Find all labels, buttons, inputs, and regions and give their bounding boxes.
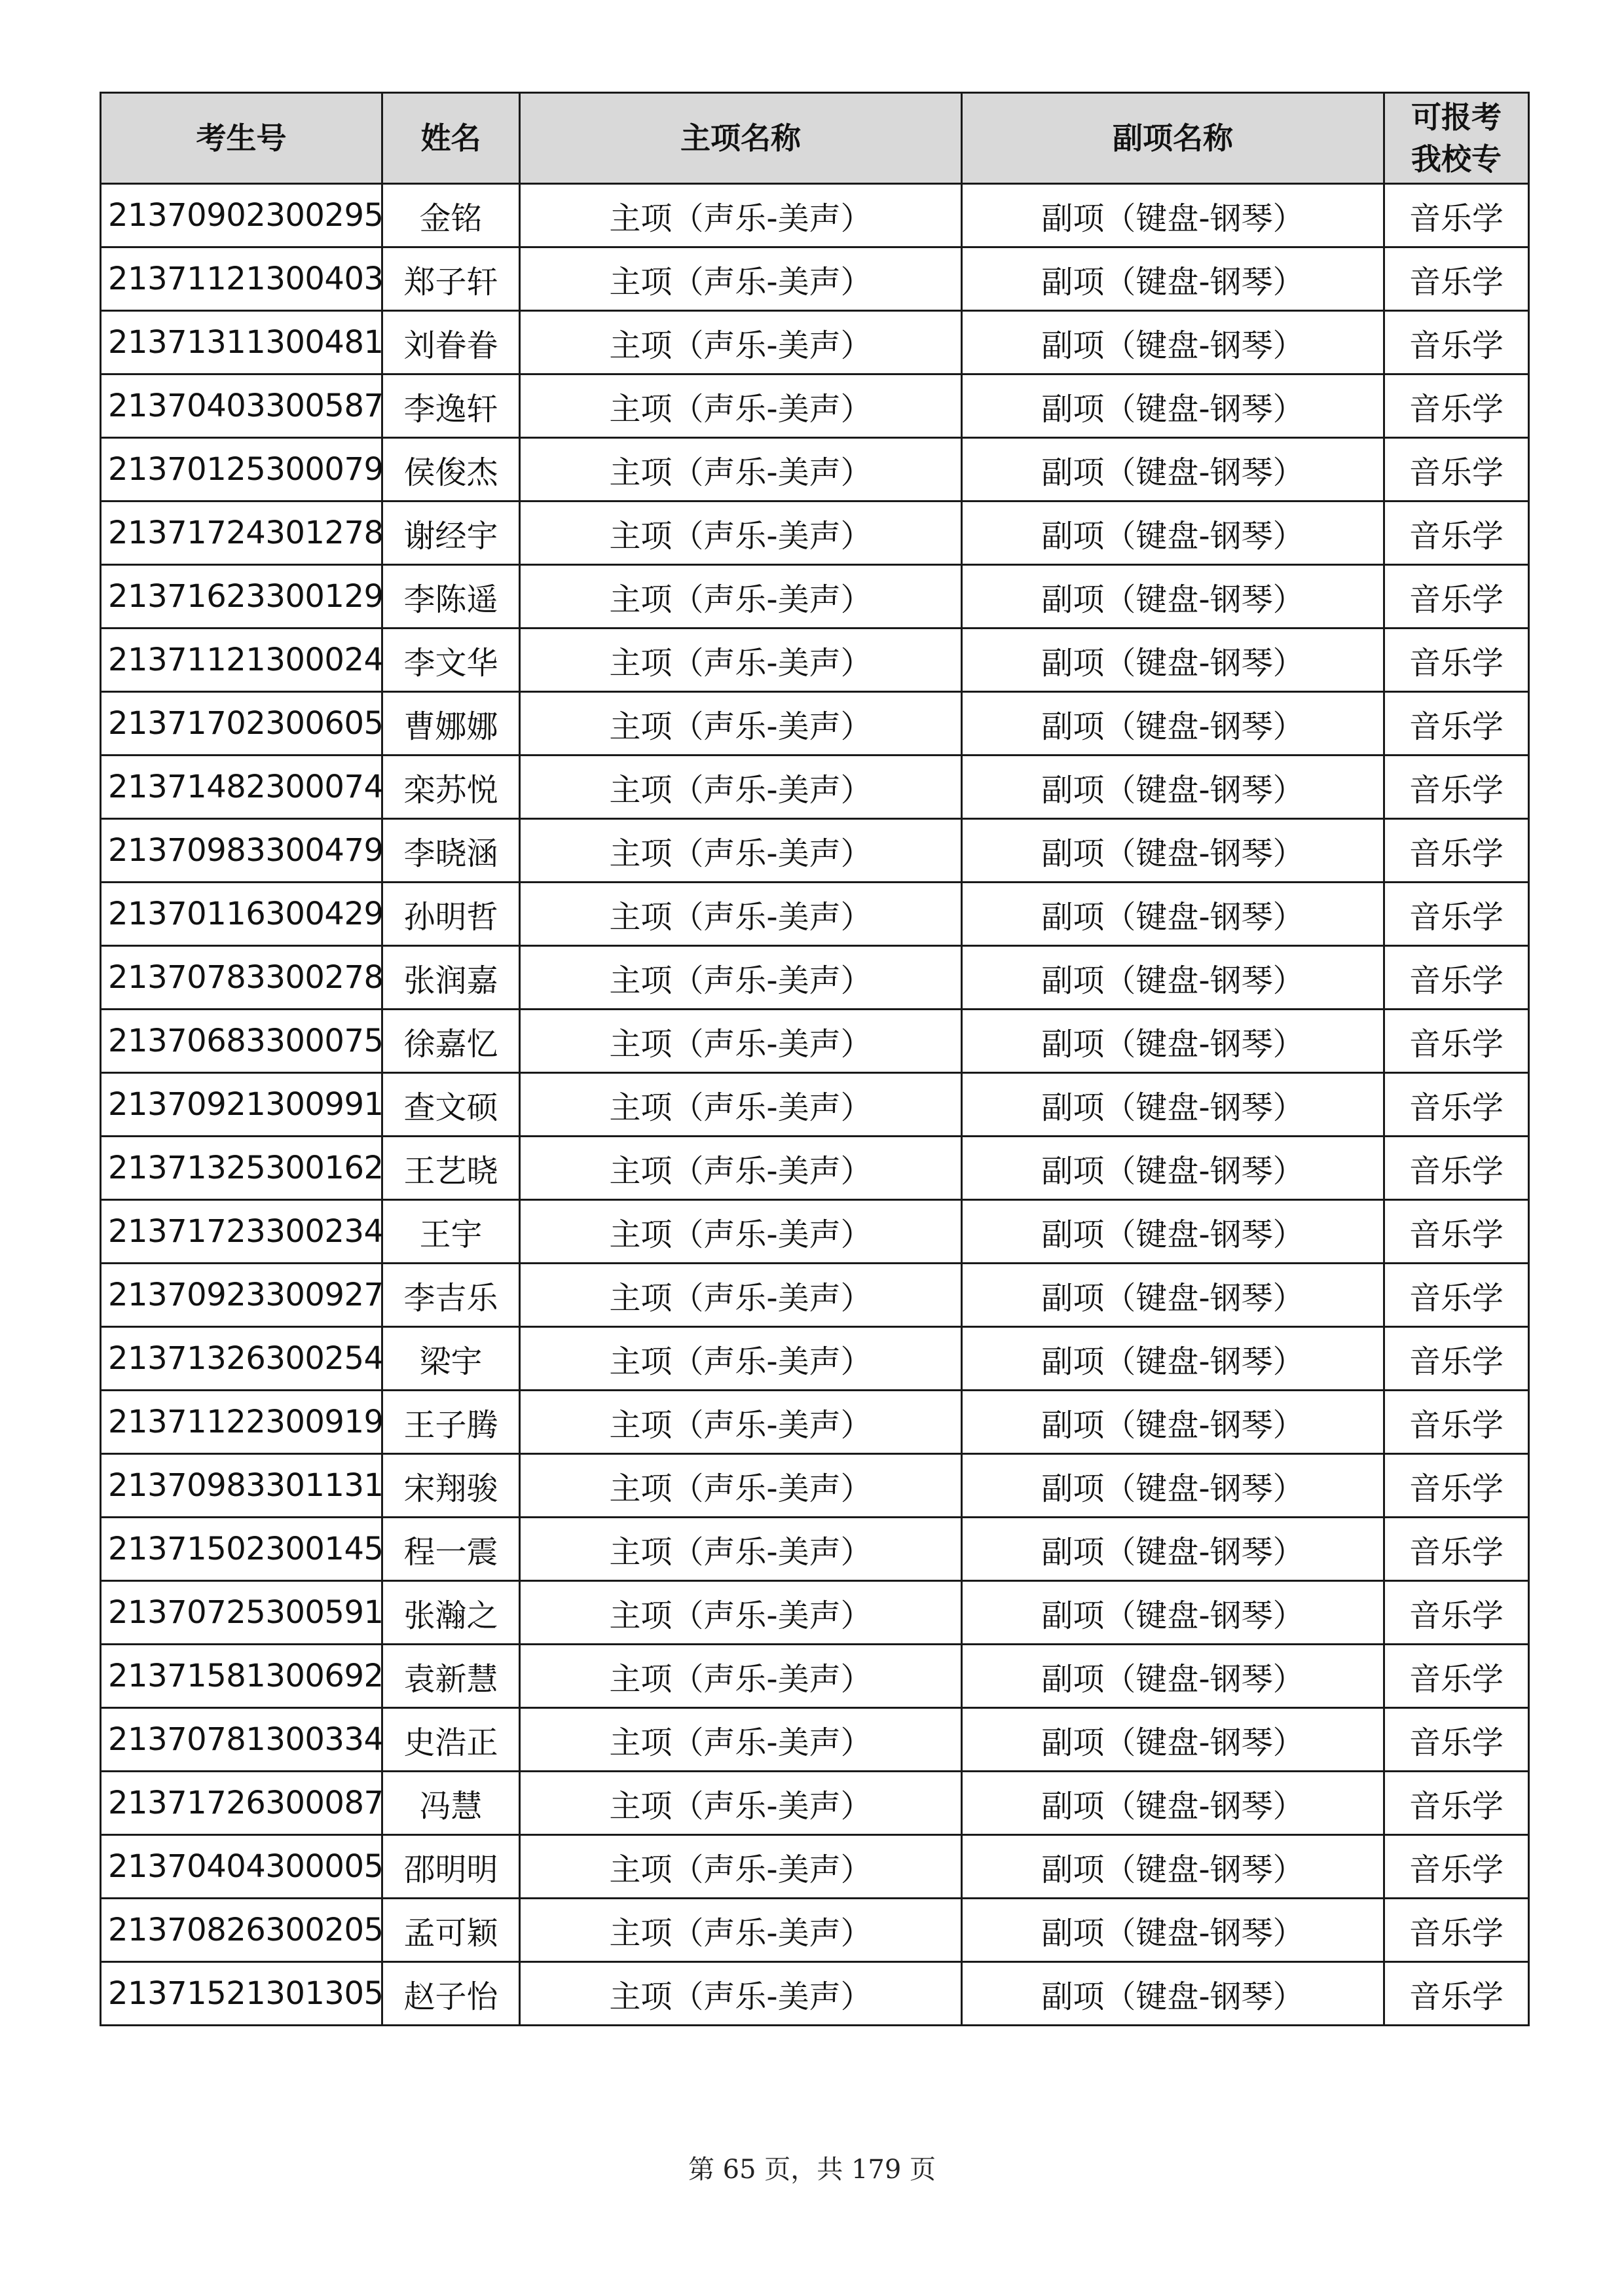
table-row bbox=[101, 1899, 1529, 1962]
exam-number-cell: 21371726300087 bbox=[101, 1772, 382, 1835]
name-cell: 赵子怡 bbox=[382, 1962, 520, 2026]
name-cell: 李逸轩 bbox=[382, 374, 520, 438]
eligible-major-cell: 音乐学 bbox=[1384, 629, 1529, 692]
exam-number-cell: 21370125300079 bbox=[101, 438, 382, 501]
name-cell: 程一震 bbox=[382, 1518, 520, 1581]
name-cell: 谢经宇 bbox=[382, 501, 520, 565]
table-row bbox=[101, 819, 1529, 883]
minor-item-cell: 副项（键盘-钢琴） bbox=[962, 1137, 1384, 1200]
major-item-cell: 主项（声乐-美声） bbox=[520, 946, 962, 1010]
table-row bbox=[101, 1835, 1529, 1899]
minor-item-cell: 副项（键盘-钢琴） bbox=[962, 692, 1384, 756]
table-row bbox=[101, 946, 1529, 1010]
name-cell: 史浩正 bbox=[382, 1708, 520, 1772]
table-row bbox=[101, 692, 1529, 756]
minor-item-cell: 副项（键盘-钢琴） bbox=[962, 1010, 1384, 1073]
minor-item-cell: 副项（键盘-钢琴） bbox=[962, 1391, 1384, 1454]
minor-item-cell: 副项（键盘-钢琴） bbox=[962, 1962, 1384, 2026]
minor-item-cell: 副项（键盘-钢琴） bbox=[962, 819, 1384, 883]
major-item-cell: 主项（声乐-美声） bbox=[520, 1200, 962, 1264]
eligible-major-cell: 音乐学 bbox=[1384, 438, 1529, 501]
major-item-cell: 主项（声乐-美声） bbox=[520, 819, 962, 883]
minor-item-cell: 副项（键盘-钢琴） bbox=[962, 1772, 1384, 1835]
major-item-cell: 主项（声乐-美声） bbox=[520, 1327, 962, 1391]
name-cell: 李文华 bbox=[382, 629, 520, 692]
exam-number-cell: 21370725300591 bbox=[101, 1581, 382, 1645]
table-row bbox=[101, 501, 1529, 565]
table-row bbox=[101, 1137, 1529, 1200]
name-cell: 袁新慧 bbox=[382, 1645, 520, 1708]
name-cell: 张润嘉 bbox=[382, 946, 520, 1010]
major-item-cell: 主项（声乐-美声） bbox=[520, 565, 962, 629]
major-item-cell: 主项（声乐-美声） bbox=[520, 1962, 962, 2026]
eligible-major-cell: 音乐学 bbox=[1384, 883, 1529, 946]
major-item-cell: 主项（声乐-美声） bbox=[520, 1518, 962, 1581]
table-row bbox=[101, 565, 1529, 629]
eligible-major-cell: 音乐学 bbox=[1384, 1518, 1529, 1581]
exam-number-cell: 21371311300481 bbox=[101, 311, 382, 374]
eligible-major-cell: 音乐学 bbox=[1384, 1391, 1529, 1454]
name-cell: 孙明哲 bbox=[382, 883, 520, 946]
table-body bbox=[101, 184, 1529, 2026]
minor-item-cell: 副项（键盘-钢琴） bbox=[962, 1899, 1384, 1962]
name-cell: 金铭 bbox=[382, 184, 520, 247]
name-cell: 侯俊杰 bbox=[382, 438, 520, 501]
minor-item-cell: 副项（键盘-钢琴） bbox=[962, 501, 1384, 565]
table-row bbox=[101, 756, 1529, 819]
exam-number-cell: 21370983301131 bbox=[101, 1454, 382, 1518]
eligible-major-cell: 音乐学 bbox=[1384, 1264, 1529, 1327]
major-item-cell: 主项（声乐-美声） bbox=[520, 1899, 962, 1962]
page-footer: 第 65 页，共 179 页 bbox=[688, 2155, 936, 2185]
header-major-item: 主项名称 bbox=[520, 93, 962, 184]
eligible-major-cell: 音乐学 bbox=[1384, 247, 1529, 311]
eligible-major-cell: 音乐学 bbox=[1384, 311, 1529, 374]
major-item-cell: 主项（声乐-美声） bbox=[520, 247, 962, 311]
exam-number-cell: 21370983300479 bbox=[101, 819, 382, 883]
major-item-cell: 主项（声乐-美声） bbox=[520, 1010, 962, 1073]
table-row bbox=[101, 1962, 1529, 2026]
minor-item-cell: 副项（键盘-钢琴） bbox=[962, 756, 1384, 819]
minor-item-cell: 副项（键盘-钢琴） bbox=[962, 438, 1384, 501]
eligible-major-cell: 音乐学 bbox=[1384, 1899, 1529, 1962]
table-row bbox=[101, 374, 1529, 438]
table-row bbox=[101, 247, 1529, 311]
major-item-cell: 主项（声乐-美声） bbox=[520, 1391, 962, 1454]
name-cell: 郑子轩 bbox=[382, 247, 520, 311]
major-item-cell: 主项（声乐-美声） bbox=[520, 1835, 962, 1899]
table-row bbox=[101, 311, 1529, 374]
minor-item-cell: 副项（键盘-钢琴） bbox=[962, 883, 1384, 946]
eligible-major-cell: 音乐学 bbox=[1384, 1200, 1529, 1264]
major-item-cell: 主项（声乐-美声） bbox=[520, 883, 962, 946]
exam-number-cell: 21371702300605 bbox=[101, 692, 382, 756]
header-eligible-major: 可报考我校专 bbox=[1384, 93, 1529, 184]
name-cell: 孟可颖 bbox=[382, 1899, 520, 1962]
eligible-major-cell: 音乐学 bbox=[1384, 501, 1529, 565]
eligible-major-cell: 音乐学 bbox=[1384, 1073, 1529, 1137]
exam-number-cell: 21371326300254 bbox=[101, 1327, 382, 1391]
minor-item-cell: 副项（键盘-钢琴） bbox=[962, 1454, 1384, 1518]
table-row bbox=[101, 1772, 1529, 1835]
table-row bbox=[101, 1581, 1529, 1645]
eligible-major-cell: 音乐学 bbox=[1384, 1772, 1529, 1835]
table-row bbox=[101, 1454, 1529, 1518]
major-item-cell: 主项（声乐-美声） bbox=[520, 438, 962, 501]
table-row bbox=[101, 1518, 1529, 1581]
table-row bbox=[101, 1264, 1529, 1327]
name-cell: 李晓涵 bbox=[382, 819, 520, 883]
exam-number-cell: 21370404300005 bbox=[101, 1835, 382, 1899]
minor-item-cell: 副项（键盘-钢琴） bbox=[962, 565, 1384, 629]
table-row bbox=[101, 1073, 1529, 1137]
minor-item-cell: 副项（键盘-钢琴） bbox=[962, 311, 1384, 374]
eligible-major-cell: 音乐学 bbox=[1384, 184, 1529, 247]
minor-item-cell: 副项（键盘-钢琴） bbox=[962, 1645, 1384, 1708]
major-item-cell: 主项（声乐-美声） bbox=[520, 374, 962, 438]
table-row bbox=[101, 1708, 1529, 1772]
major-item-cell: 主项（声乐-美声） bbox=[520, 501, 962, 565]
minor-item-cell: 副项（键盘-钢琴） bbox=[962, 1581, 1384, 1645]
name-cell: 邵明明 bbox=[382, 1835, 520, 1899]
minor-item-cell: 副项（键盘-钢琴） bbox=[962, 1200, 1384, 1264]
name-cell: 王子腾 bbox=[382, 1391, 520, 1454]
exam-number-cell: 21370403300587 bbox=[101, 374, 382, 438]
exam-number-cell: 21370902300295 bbox=[101, 184, 382, 247]
name-cell: 李吉乐 bbox=[382, 1264, 520, 1327]
minor-item-cell: 副项（键盘-钢琴） bbox=[962, 184, 1384, 247]
major-item-cell: 主项（声乐-美声） bbox=[520, 311, 962, 374]
eligible-major-cell: 音乐学 bbox=[1384, 565, 1529, 629]
minor-item-cell: 副项（键盘-钢琴） bbox=[962, 629, 1384, 692]
exam-number-cell: 21371502300145 bbox=[101, 1518, 382, 1581]
exam-number-cell: 21370783300278 bbox=[101, 946, 382, 1010]
header-minor-item: 副项名称 bbox=[962, 93, 1384, 184]
table-row bbox=[101, 1200, 1529, 1264]
exam-number-cell: 21371121300403 bbox=[101, 247, 382, 311]
minor-item-cell: 副项（键盘-钢琴） bbox=[962, 247, 1384, 311]
name-cell: 王艺晓 bbox=[382, 1137, 520, 1200]
exam-number-cell: 21370781300334 bbox=[101, 1708, 382, 1772]
exam-number-cell: 21371723300234 bbox=[101, 1200, 382, 1264]
minor-item-cell: 副项（键盘-钢琴） bbox=[962, 946, 1384, 1010]
admission-table bbox=[100, 92, 1530, 2026]
eligible-major-cell: 音乐学 bbox=[1384, 1708, 1529, 1772]
exam-number-cell: 21371521301305 bbox=[101, 1962, 382, 2026]
eligible-major-cell: 音乐学 bbox=[1384, 1137, 1529, 1200]
exam-number-cell: 21370921300991 bbox=[101, 1073, 382, 1137]
major-item-cell: 主项（声乐-美声） bbox=[520, 1708, 962, 1772]
eligible-major-cell: 音乐学 bbox=[1384, 756, 1529, 819]
minor-item-cell: 副项（键盘-钢琴） bbox=[962, 1518, 1384, 1581]
name-cell: 王宇 bbox=[382, 1200, 520, 1264]
name-cell: 李陈遥 bbox=[382, 565, 520, 629]
table-row bbox=[101, 1391, 1529, 1454]
major-item-cell: 主项（声乐-美声） bbox=[520, 756, 962, 819]
major-item-cell: 主项（声乐-美声） bbox=[520, 184, 962, 247]
name-cell: 栾苏悦 bbox=[382, 756, 520, 819]
exam-number-cell: 21370116300429 bbox=[101, 883, 382, 946]
eligible-major-cell: 音乐学 bbox=[1384, 1010, 1529, 1073]
table-row bbox=[101, 1327, 1529, 1391]
exam-number-cell: 21370826300205 bbox=[101, 1899, 382, 1962]
name-cell: 刘眷眷 bbox=[382, 311, 520, 374]
name-cell: 张瀚之 bbox=[382, 1581, 520, 1645]
eligible-major-cell: 音乐学 bbox=[1384, 1645, 1529, 1708]
header-name: 姓名 bbox=[382, 93, 520, 184]
minor-item-cell: 副项（键盘-钢琴） bbox=[962, 1835, 1384, 1899]
major-item-cell: 主项（声乐-美声） bbox=[520, 1645, 962, 1708]
minor-item-cell: 副项（键盘-钢琴） bbox=[962, 374, 1384, 438]
exam-number-cell: 21371581300692 bbox=[101, 1645, 382, 1708]
eligible-major-cell: 音乐学 bbox=[1384, 1454, 1529, 1518]
exam-number-cell: 21371724301278 bbox=[101, 501, 382, 565]
name-cell: 冯慧 bbox=[382, 1772, 520, 1835]
eligible-major-cell: 音乐学 bbox=[1384, 1962, 1529, 2026]
major-item-cell: 主项（声乐-美声） bbox=[520, 1264, 962, 1327]
eligible-major-cell: 音乐学 bbox=[1384, 1835, 1529, 1899]
major-item-cell: 主项（声乐-美声） bbox=[520, 1073, 962, 1137]
major-item-cell: 主项（声乐-美声） bbox=[520, 1137, 962, 1200]
table-row bbox=[101, 629, 1529, 692]
major-item-cell: 主项（声乐-美声） bbox=[520, 1454, 962, 1518]
name-cell: 宋翔骏 bbox=[382, 1454, 520, 1518]
minor-item-cell: 副项（键盘-钢琴） bbox=[962, 1708, 1384, 1772]
major-item-cell: 主项（声乐-美声） bbox=[520, 629, 962, 692]
exam-number-cell: 21371121300024 bbox=[101, 629, 382, 692]
table-header bbox=[101, 93, 1529, 184]
eligible-major-cell: 音乐学 bbox=[1384, 1581, 1529, 1645]
name-cell: 徐嘉忆 bbox=[382, 1010, 520, 1073]
exam-number-cell: 21371325300162 bbox=[101, 1137, 382, 1200]
table-row bbox=[101, 184, 1529, 247]
eligible-major-cell: 音乐学 bbox=[1384, 946, 1529, 1010]
header-row bbox=[101, 93, 1529, 184]
table-row bbox=[101, 1010, 1529, 1073]
eligible-major-cell: 音乐学 bbox=[1384, 692, 1529, 756]
exam-number-cell: 21371623300129 bbox=[101, 565, 382, 629]
eligible-major-cell: 音乐学 bbox=[1384, 374, 1529, 438]
major-item-cell: 主项（声乐-美声） bbox=[520, 1581, 962, 1645]
minor-item-cell: 副项（键盘-钢琴） bbox=[962, 1073, 1384, 1137]
eligible-major-cell: 音乐学 bbox=[1384, 819, 1529, 883]
exam-number-cell: 21370683300075 bbox=[101, 1010, 382, 1073]
exam-number-cell: 21371482300074 bbox=[101, 756, 382, 819]
minor-item-cell: 副项（键盘-钢琴） bbox=[962, 1327, 1384, 1391]
major-item-cell: 主项（声乐-美声） bbox=[520, 1772, 962, 1835]
exam-number-cell: 21371122300919 bbox=[101, 1391, 382, 1454]
table-row bbox=[101, 438, 1529, 501]
table-row bbox=[101, 883, 1529, 946]
name-cell: 查文硕 bbox=[382, 1073, 520, 1137]
eligible-major-cell: 音乐学 bbox=[1384, 1327, 1529, 1391]
name-cell: 曹娜娜 bbox=[382, 692, 520, 756]
table-row bbox=[101, 1645, 1529, 1708]
minor-item-cell: 副项（键盘-钢琴） bbox=[962, 1264, 1384, 1327]
exam-number-cell: 21370923300927 bbox=[101, 1264, 382, 1327]
major-item-cell: 主项（声乐-美声） bbox=[520, 692, 962, 756]
name-cell: 梁宇 bbox=[382, 1327, 520, 1391]
header-exam-number: 考生号 bbox=[101, 93, 382, 184]
